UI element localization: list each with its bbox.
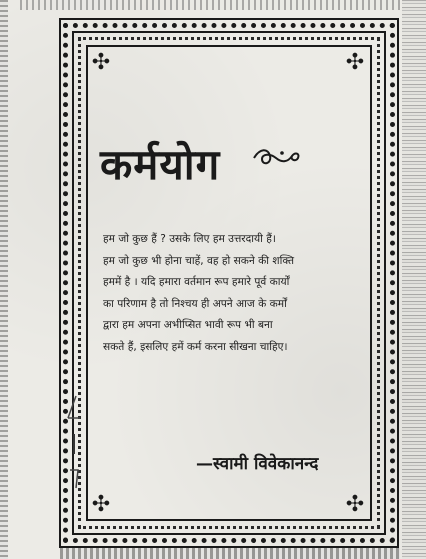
quote-line: हम जो कुछ हैं ? उसके लिए हम उत्तरदायी हैं। xyxy=(103,233,276,245)
corner-ornament-icon: ✣ xyxy=(91,492,111,517)
flourish-icon xyxy=(252,144,302,170)
corner-ornament-icon: ✣ xyxy=(345,492,365,517)
author-signature: —स्वामी विवेकानन्द xyxy=(196,454,319,474)
quote-line: द्वारा हम अपना अभीप्सित भावी रूप भी बना xyxy=(103,319,273,331)
scan-edge-bottom xyxy=(60,548,400,559)
quote-line: हम जो कुछ भी होना चाहें, वह हो सकने की शक्ति xyxy=(103,254,295,267)
quote-line: हममें है । यदि हमारा वर्तमान रूप हमारे पूर्व कार्यों xyxy=(103,276,290,288)
quote-line: का परिणाम है तो निश्चय ही अपने आज के कर्मों xyxy=(103,297,287,310)
scan-edge-top xyxy=(20,0,400,10)
quote-line: सकते हैं, इसलिए हमें कर्म करना सीखना चाहिए। xyxy=(103,340,288,353)
scan-edge-right xyxy=(402,0,426,559)
corner-ornament-icon: ✣ xyxy=(345,50,365,75)
page-title: कर्मयोग xyxy=(100,140,221,189)
corner-ornament-icon: ✣ xyxy=(91,50,111,75)
pencil-marks xyxy=(54,388,90,498)
scan-edge-left xyxy=(0,0,8,559)
quote-body xyxy=(103,232,369,361)
